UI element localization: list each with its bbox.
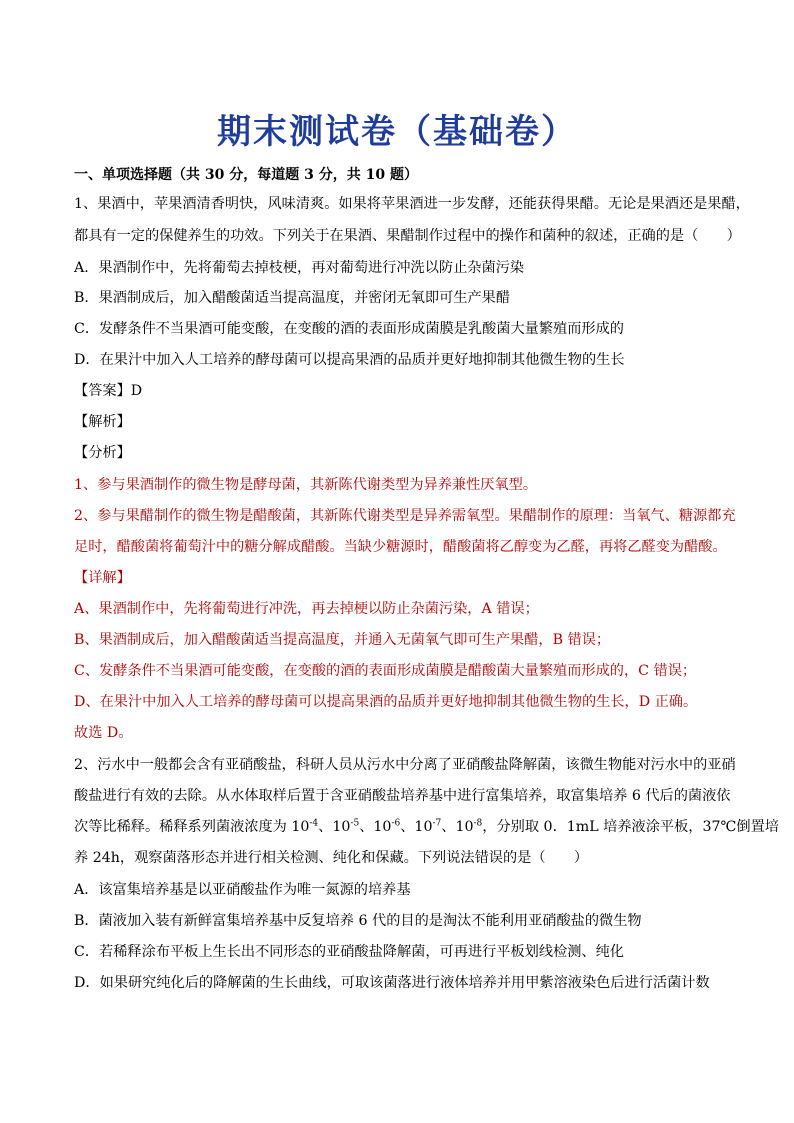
exponent: -8 — [473, 818, 483, 829]
q2-stem-line1: 2、污水中一般都会含有亚硝酸盐，科研人员从污水中分离了亚硝酸盐降解菌，该微生物能对污水中的亚硝 — [74, 757, 736, 773]
q1-detail-a: A、果酒制作中，先将葡萄进行冲洗，再去掉梗以防止杂菌污染，A 错误； — [74, 601, 539, 617]
exponent: -6 — [391, 818, 401, 829]
q1-answer: 【答案】D — [74, 383, 143, 399]
separator: 、10 — [318, 819, 351, 835]
section-heading: 一、单项选择题（共 30 分，每道题 3 分，共 10 题） — [74, 167, 418, 183]
separator: 、10 — [441, 819, 474, 835]
q2-option-d: D．如果研究纯化后的降解菌的生长曲线，可取该菌落进行液体培养并用甲紫溶液染色后进行活菌计数 — [74, 975, 710, 991]
q2-option-c: C．若稀释涂布平板上生长出不同形态的亚硝酸盐降解菌，可再进行平板划线检测、纯化 — [74, 944, 624, 960]
q1-detail-c: C、发酵条件不当果酒可能变酸，在变酸的酒的表面形成菌膜是醋酸菌大量繁殖而形成的，C 错误； — [74, 663, 697, 679]
q1-choose: 故选 D。 — [74, 725, 133, 741]
q2-option-a: A．该富集培养基是以亚硝酸盐作为唯一氮源的培养基 — [74, 882, 411, 898]
q1-fenxi-point2-line1: 2、参与果醋制作的微生物是醋酸菌，其新陈代谢类型是异养需氧型。果醋制作的原理：当氧气、糖源都充 — [74, 508, 736, 524]
q1-fenxi-point2-line2: 足时，醋酸菌将葡萄汁中的糖分解成醋酸。当缺少糖源时，醋酸菌将乙醇变为乙醛，再将乙醛变为醋酸。 — [74, 539, 727, 555]
page-title: 期末测试卷（基础卷） — [217, 112, 577, 152]
q2-stem-line4: 养 24h，观察菌落形态并进行相关检测、纯化和保藏。下列说法错误的是（ ） — [74, 850, 589, 866]
q1-option-d: D．在果汁中加入人工培养的酵母菌可以提高果酒的品质并更好地抑制其他微生物的生长 — [74, 352, 625, 368]
q1-stem-line1: 1、果酒中，苹果酒清香明快，风味清爽。如果将苹果酒进一步发酵，还能获得果醋。无论是果酒还是果醋， — [74, 196, 750, 212]
q1-fenxi-tag: 【分析】 — [74, 445, 131, 461]
q2-stem-line3 — [74, 817, 779, 837]
q2-stem-line3-prefix: 次等比稀释。稀释系列菌液浓度为 10 — [74, 819, 310, 835]
q2-option-b: B．菌液加入装有新鲜富集培养基中反复培养 6 代的目的是淘汰不能利用亚硝酸盐的微生物 — [74, 913, 642, 929]
exponent: -5 — [350, 818, 360, 829]
q1-fenxi-point1: 1、参与果酒制作的微生物是酵母菌，其新陈代谢类型为异养兼性厌氧型。 — [74, 477, 538, 493]
q1-stem-line2: 都具有一定的保健养生的功效。下列关于在果酒、果醋制作过程中的操作和菌种的叙述，正确的是（ ） — [74, 228, 741, 244]
exponent: -7 — [432, 818, 442, 829]
separator: 、10 — [400, 819, 433, 835]
q1-analysis-tag: 【解析】 — [74, 414, 131, 430]
exponent: -4 — [309, 818, 319, 829]
q1-option-a: A．果酒制作中，先将葡萄去掉枝梗，再对葡萄进行冲洗以防止杂菌污染 — [74, 260, 525, 276]
q1-option-b: B．果酒制成后，加入醋酸菌适当提高温度，并密闭无氧即可生产果醋 — [74, 290, 511, 306]
q2-stem-line2: 酸盐进行有效的去除。从水体取样后置于含亚硝酸盐培养基中进行富集培养，取富集培养 6 代后的菌液依 — [74, 788, 731, 804]
q1-option-c: C．发酵条件不当果酒可能变酸，在变酸的酒的表面形成菌膜是乳酸菌大量繁殖而形成的 — [74, 321, 624, 337]
q2-stem-line3-suffix: ，分别取 0．1mL 培养液涂平板，37℃倒置培 — [482, 819, 779, 835]
q1-detail-d: D、在果汁中加入人工培养的酵母菌可以提高果酒的品质并更好地抑制其他微生物的生长，D 正确。 — [74, 694, 698, 710]
separator: 、10 — [359, 819, 392, 835]
q1-detail-b: B、果酒制成后，加入醋酸菌适当提高温度，并通入无菌氧气即可生产果醋，B 错误； — [74, 632, 611, 648]
q1-detail-tag: 【详解】 — [74, 570, 131, 586]
